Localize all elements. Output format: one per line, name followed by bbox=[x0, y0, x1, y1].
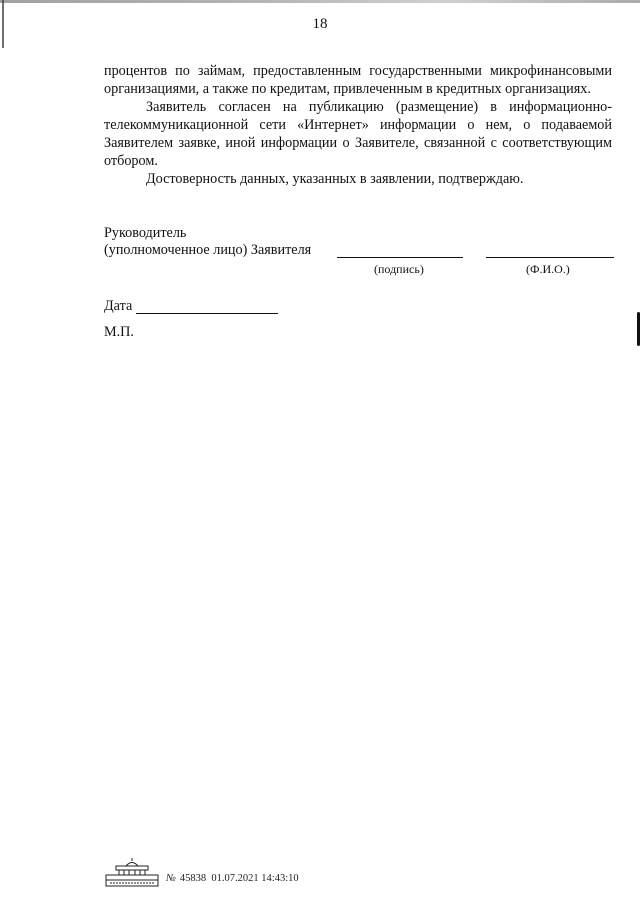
name-line bbox=[486, 257, 614, 258]
paragraph-2: Заявитель согласен на публикацию (размещение) в информационно-телекоммуникационной сети «Интернет» информации о нем, о подаваемой Заявителем заявке, иной информации о Заявителе, связанной с соответствующим отбором. bbox=[104, 99, 612, 169]
page-number: 18 bbox=[312, 16, 328, 32]
document-number: 45838 bbox=[179, 873, 207, 884]
signature-caption: (подпись) bbox=[374, 262, 424, 276]
government-building-icon bbox=[104, 857, 160, 887]
name-caption: (Ф.И.О.) bbox=[526, 262, 570, 276]
signature-line bbox=[337, 257, 463, 258]
scan-top-edge bbox=[0, 0, 640, 3]
paragraph-1: процентов по займам, предоставленным государственными микрофинансовыми организациями, а также по кредитам, привлеченным в кредитных организациях. bbox=[104, 63, 612, 97]
paragraph-3: Достоверность данных, указанных в заявлении, подтверждаю. bbox=[146, 171, 524, 187]
number-symbol: № bbox=[166, 873, 176, 884]
document-registration-id bbox=[166, 873, 299, 884]
registration-timestamp: 01.07.2021 14:43:10 bbox=[211, 873, 299, 884]
signatory-title: Руководитель bbox=[104, 225, 187, 241]
date-label: Дата bbox=[104, 298, 133, 314]
body-text bbox=[104, 62, 612, 188]
stamp-label: М.П. bbox=[104, 324, 134, 340]
signatory-subtitle: (уполномоченное лицо) Заявителя bbox=[104, 242, 312, 258]
date-line bbox=[136, 313, 278, 314]
